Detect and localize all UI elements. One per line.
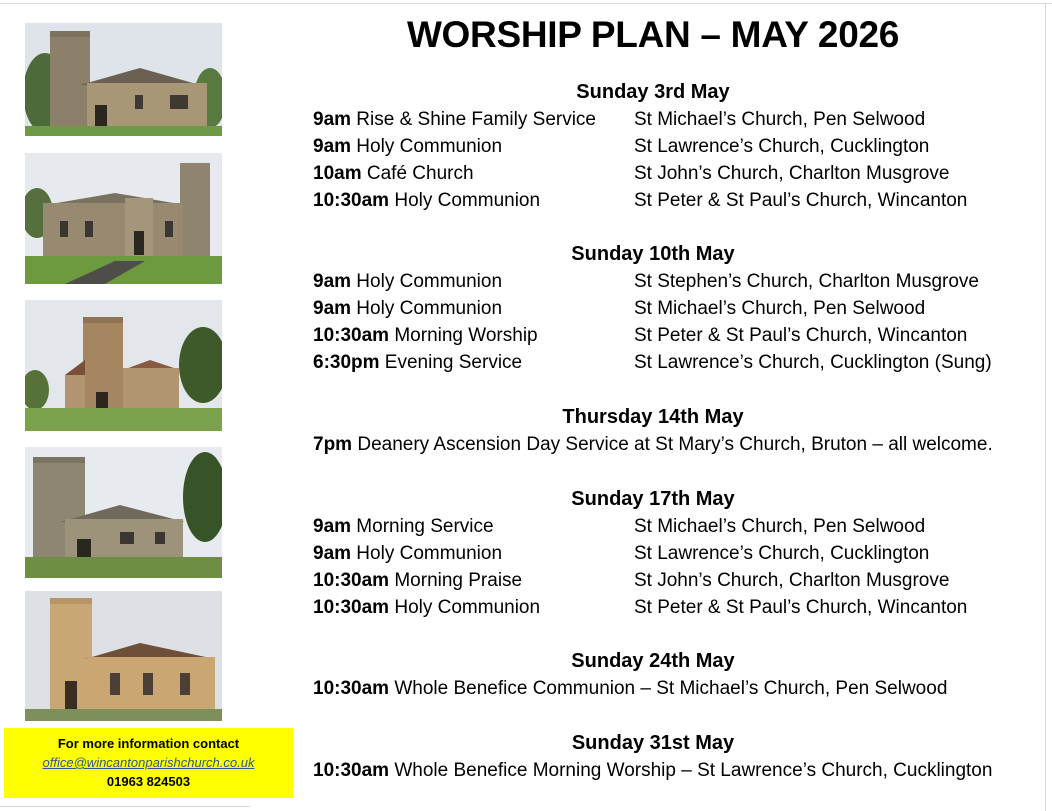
church-photo-2 <box>25 153 222 284</box>
service-name: Holy Communion <box>351 298 503 319</box>
service-location: St Stephen’s Church, Charlton Musgrove <box>634 271 979 292</box>
church-photo-3 <box>25 300 222 431</box>
service-location: St Michael’s Church, Pen Selwood <box>634 516 926 537</box>
service-row <box>313 431 1048 458</box>
schedule-section <box>313 730 1048 784</box>
service-time: 10:30am <box>313 325 390 346</box>
service-location: St Peter & St Paul’s Church, Wincanton <box>634 190 968 211</box>
service-row <box>313 513 1048 540</box>
service-row <box>313 567 1048 594</box>
contact-phone: 01963 824503 <box>106 774 191 789</box>
schedule-section <box>313 79 1048 214</box>
service-name: Rise & Shine Family Service <box>351 109 596 130</box>
church-photo-5 <box>25 591 222 721</box>
service-time: 7pm <box>313 434 353 455</box>
service-row <box>313 594 1048 621</box>
service-name: Deanery Ascension Day Service at St Mary’s Church, Bruton – all welcome. <box>352 434 993 455</box>
service-row <box>313 540 1048 567</box>
service-name: Evening Service <box>379 352 523 373</box>
service-time: 10:30am <box>313 190 390 211</box>
service-time: 10:30am <box>313 597 390 618</box>
service-name: Holy Communion <box>351 271 503 292</box>
section-day-heading: Sunday 3rd May <box>576 81 730 103</box>
service-name: Holy Communion <box>389 597 541 618</box>
service-row <box>313 160 1048 187</box>
service-time: 9am <box>313 136 352 157</box>
service-name: Morning Service <box>351 516 494 537</box>
service-location: St Michael’s Church, Pen Selwood <box>634 298 926 319</box>
service-time: 10:30am <box>313 678 390 699</box>
service-row <box>313 133 1048 160</box>
service-row <box>313 268 1048 295</box>
section-day-heading: Sunday 17th May <box>571 488 735 510</box>
church-photo-4 <box>25 447 222 578</box>
service-time: 9am <box>313 298 352 319</box>
service-row <box>313 106 1048 133</box>
page-title: WORSHIP PLAN – MAY 2026 <box>406 14 900 55</box>
service-row <box>313 349 1048 376</box>
service-location: St Lawrence’s Church, Cucklington <box>634 543 930 564</box>
schedule-section <box>313 648 1048 702</box>
contact-box <box>4 728 293 798</box>
service-location: St Lawrence’s Church, Cucklington (Sung) <box>634 352 992 373</box>
top-rule <box>0 3 1052 4</box>
service-row <box>313 187 1048 214</box>
schedule-section <box>313 404 1048 458</box>
service-name: Holy Communion <box>389 190 541 211</box>
service-location: St Peter & St Paul’s Church, Wincanton <box>634 597 968 618</box>
service-location: St Lawrence’s Church, Cucklington <box>634 136 930 157</box>
service-location: St Michael’s Church, Pen Selwood <box>634 109 926 130</box>
service-name: Morning Praise <box>389 570 523 591</box>
service-time: 9am <box>313 271 352 292</box>
bottom-rule <box>0 806 250 807</box>
section-day-heading: Sunday 31st May <box>571 732 735 754</box>
service-row <box>313 295 1048 322</box>
service-time: 6:30pm <box>313 352 380 373</box>
service-time: 9am <box>313 516 352 537</box>
service-location: St John’s Church, Charlton Musgrove <box>634 570 950 591</box>
service-time: 10am <box>313 163 362 184</box>
contact-heading: For more information contact <box>57 736 240 751</box>
service-time: 10:30am <box>313 570 390 591</box>
service-time: 9am <box>313 543 352 564</box>
schedule-section <box>313 486 1048 621</box>
service-name: Café Church <box>361 163 474 184</box>
service-name: Morning Worship <box>389 325 538 346</box>
contact-email-link[interactable]: office@wincantonparishchurch.co.uk <box>42 755 255 770</box>
service-name: Holy Communion <box>351 543 503 564</box>
service-row <box>313 757 1048 784</box>
service-location: St Peter & St Paul’s Church, Wincanton <box>634 325 968 346</box>
church-photo-1 <box>25 23 222 136</box>
service-location: St John’s Church, Charlton Musgrove <box>634 163 950 184</box>
service-name: Whole Benefice Morning Worship – St Lawrence’s Church, Cucklington <box>389 760 993 781</box>
service-name: Whole Benefice Communion – St Michael’s Church, Pen Selwood <box>389 678 948 699</box>
service-time: 10:30am <box>313 760 390 781</box>
service-row <box>313 675 1048 702</box>
service-row <box>313 322 1048 349</box>
service-time: 9am <box>313 109 352 130</box>
schedule-section <box>313 241 1048 376</box>
section-day-heading: Sunday 24th May <box>571 650 735 672</box>
section-day-heading: Thursday 14th May <box>562 406 744 428</box>
section-day-heading: Sunday 10th May <box>571 243 735 265</box>
service-name: Holy Communion <box>351 136 503 157</box>
